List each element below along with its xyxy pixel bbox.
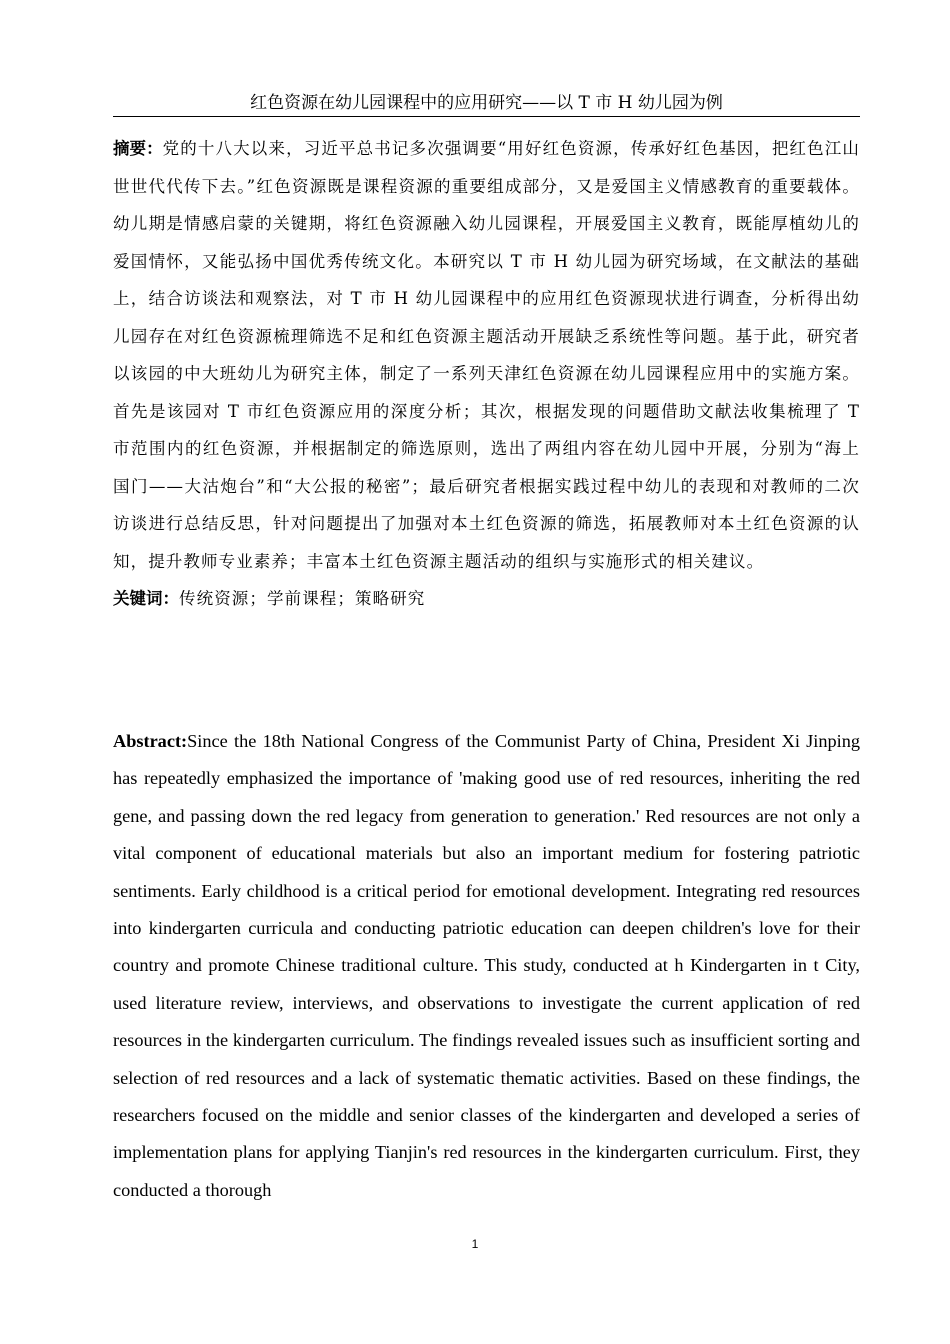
chinese-abstract-paragraph [113,130,860,580]
keywords-cn-text: 传统资源；学前课程；策略研究 [179,589,426,608]
header-title: 红色资源在幼儿园课程中的应用研究——以 T 市 H 幼儿园为例 [250,93,723,113]
keywords-paragraph [113,580,860,618]
abstract-cn-text: 党的十八大以来，习近平总书记多次强调要“用好红色资源，传承好红色基因，把红色江山世世代代传下去。”红色资源既是课程资源的重要组成部分，又是爱国主义情感教育的重要载体。幼儿期是情感启蒙的关键期，将红色资源融入幼儿园课程，开展爱国主义教育，既能厚植幼儿的爱国情怀，又能弘扬中国优秀传统文化。本研究以 T 市 H 幼儿园为研究场域，在文献法的基础上，结合访谈法和观察法，对 T 市 H 幼儿园课程中的应用红色资源现状进行调查，分析得出幼儿园存在对红色资源梳理筛选不足和红色资源主题活动开展缺乏系统性等问题。基于此，研究者以该园的中大班幼儿为研究主体，制定了一系列天津红色资源在幼儿园课程应用中的实施方案。首先是该园对 T 市红色资源应用的深度分析；其次，根据发现的问题借助文献法收集梳理了 T 市范围内的红色资源，并根据制定的筛选原则，选出了两组内容在幼儿园中开展，分别为“海上国门——大沽炮台”和“大公报的秘密”；最后研究者根据实践过程中幼儿的表现和对教师的二次访谈进行总结反思，针对问题提出了加强对本土红色资源的筛选，拓展教师对本土红色资源的认知，提升教师专业素养；丰富本土红色资源主题活动的组织与实施形式的相关建议。 [113,139,861,571]
abstract-en-label: Abstract: [113,731,188,751]
keywords-cn-label: 关键词： [113,589,179,608]
english-abstract-paragraph [113,723,860,1209]
page-number: 1 [471,1237,479,1251]
english-abstract-section [113,723,860,1209]
abstract-en-text: Since the 18th National Congress of the Communist Party of China, President Xi Jinping has repeatedly emphasized the importance of 'making good use of red resources, inheriting the red gene, and passing down the red legacy from generation to generation.' Red resources are not only a vital component of educational materials but also an important medium for fostering patriotic sentiments. Early childhood is a critical period for emotional development. Integrating red resources into kindergarten curricula and conducting patriotic education can deepen children's love for their country and promote Chinese traditional culture. This study, conducted at h Kindergarten in t City, used literature review, interviews, and observations to investigate the current application of red resources in the kindergarten curriculum. The findings revealed issues such as insufficient sorting and selection of red resources and a lack of systematic thematic activities. Based on these findings, the researchers focused on the middle and senior classes of the kindergarten and developed a series of implementation plans for applying Tianjin's red resources in the kindergarten curriculum. First, they conducted a thorough [113,731,860,1200]
chinese-abstract-section [113,130,860,618]
running-header [113,91,860,117]
abstract-cn-label: 摘要： [113,139,163,158]
